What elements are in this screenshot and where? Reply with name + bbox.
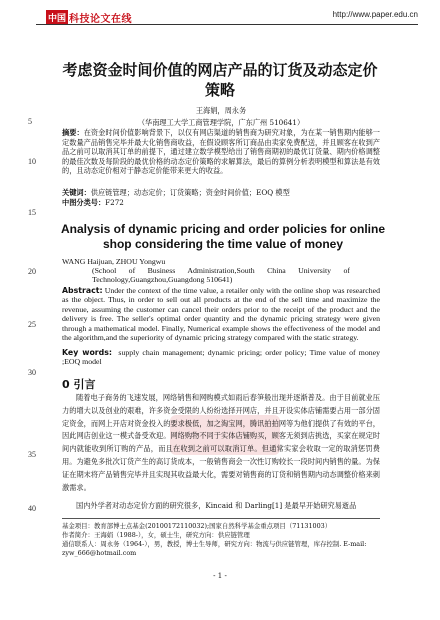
logo-cn-badge: 中国	[46, 10, 68, 25]
keywords-en-label: Key words:	[62, 348, 112, 357]
logo-text: 科技论文在线	[69, 14, 133, 25]
abstract-en-label: Abstract:	[62, 286, 103, 295]
line-number: 40	[28, 504, 36, 513]
line-number: 30	[28, 368, 36, 377]
paper-title-en: Analysis of dynamic pricing and order policies for online shop considering the time value of money	[60, 222, 386, 251]
header-rule	[36, 24, 418, 25]
footnote-funding: 基金项目：教育部博士点基金(20100172110032);国家自然科学基金重点项目（71131003）	[62, 522, 332, 530]
line-number: 15	[28, 208, 36, 217]
section-heading: 0 引言	[62, 378, 96, 391]
footnote-author: 作者简介：王海娟（1988-），女，硕士生，研究方向：供应链管理	[62, 531, 250, 539]
intro-paragraph-2: 国内外学者对动态定价方面的研究很多，Kincaid 和 Darling[1] 是最早开始研究易逝品	[76, 501, 357, 510]
paper-title-cn: 考虑资金时间价值的网店产品的订货及动态定价策略	[62, 61, 378, 99]
abstract-cn	[62, 128, 380, 176]
line-number: 20	[28, 267, 36, 276]
authors-cn: 王海娟，周永务	[195, 106, 247, 115]
keywords-cn-label: 关键词：	[62, 188, 91, 197]
keywords-en	[62, 348, 380, 367]
clc-value: F272	[105, 198, 124, 207]
abstract-cn-text: 在资金时间价值影响背景下，以仅有网店渠道的销售商为研究对象，为在某一销售期内能够一定数量产品销售完毕并最大化销售商收益，在假设顾客所订商品由卖家免费配送，并且顾客在收到产品之前可以取消其订单的前提下，通过建立数学模型给出了销售商期初的最优订货量、期内价格调整的最佳次数及每阶段的最优价格的动态定价策略的求解算法，最后的算例分析表明模型和算法是有效的，且动态定价相对于静态定价能带来更大的收益。	[62, 128, 380, 176]
footnotes	[62, 518, 380, 558]
line-number: 35	[28, 450, 36, 459]
line-number: 5	[28, 117, 32, 126]
footnote-contact: 通信联系人：周永务（1964-），男，教授，博士生导师，研究方向：物流与供应链管理，库存控制. E-mail: zyw_666@hotmail.com	[62, 540, 367, 557]
keywords-cn	[62, 188, 380, 198]
affiliation-en: (School of Business Administration,South China University of Technology,Guangzhou,Guangdong 510641)	[92, 266, 350, 285]
clc-label: 中图分类号：	[62, 198, 106, 207]
line-number: 10	[28, 157, 36, 166]
abstract-cn-label: 摘要：	[62, 128, 84, 137]
affiliation-cn: （华南理工大学工商管理学院，广东广州 510641）	[137, 118, 305, 127]
clc-code	[62, 198, 380, 208]
site-logo[interactable]	[46, 10, 132, 25]
abstract-en	[62, 286, 380, 342]
keywords-cn-text: 供应链管理；动态定价；订货策略；资金时间价值；EOQ 模型	[90, 188, 290, 197]
line-number: 25	[28, 320, 36, 329]
authors-en: WANG Haijuan, ZHOU Yongwu	[62, 257, 166, 266]
header-url[interactable]: http://www.paper.edu.cn	[332, 10, 418, 19]
intro-paragraph-1: 随着电子商务的飞速发展，网络销售和网购模式如雨后春笋般出现并逐渐普及。由于目前就业压力的增大以及创业的艰难，许多资金受限的人纷纷选择开网店，并且开设实体店铺需要占用一部分固定资金，而网上开店对资金投入的要求极低，加之淘宝网，腾讯拍拍网等为他们提供了有效的平台，因此网店创业这一模式备受欢迎。网络购物不同于实体店铺购买，顾客无须到店挑选，买家在规定时间内就能收到所订购的产品，而且在收到之前可以取消订单。但通常实家会收取一定的取消惩罚费用。为避免多批次订货产生的高订货成本，一般销售商会一次性订购较长一段时间内销售的量。为保证在期末将产品销售完毕并且实现其收益最大化，需要对销售商的订货和销售期内动态调整价格来刺激需求。	[62, 393, 380, 492]
keywords-en-text: supply chain management; dynamic pricing; order policy; Time value of money ;EOQ model	[62, 348, 381, 367]
page-number: - 1 -	[213, 572, 227, 580]
abstract-en-text: Under the context of the time value, a retailer only with the online shop was researched as the object. Thus, in order to sell out all products at the end of the sell time and maximize the revenue, assuming the customer can cancel their orders prior to the receipt of the product and the delivery is free. The seller's optimal order quantity and the dynamic pricing strategy were given through a mathematical model. Finally, Numerical example shows the effectiveness of the model and the algorithm,and the superiority of dynamic pricing strategy compared with the static strategy.	[62, 286, 380, 343]
